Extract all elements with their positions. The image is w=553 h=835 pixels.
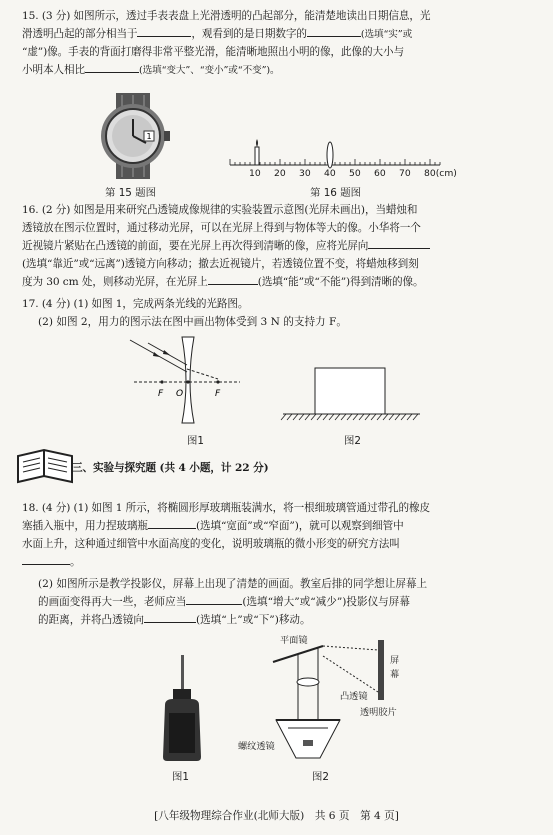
q15-line4: 小明本人相比 (选填“变大”、“变小”或“不变”)。 xyxy=(22,64,280,76)
label-fresnel-lens: 螺纹透镜 xyxy=(238,741,275,752)
book-icon xyxy=(14,448,76,486)
ruler-tick-label: 20 xyxy=(274,168,286,179)
page-footer: [八年级物理综合作业(北师大版) 共 6 页 第 4 页] xyxy=(154,810,399,822)
q16-line2: 透镜放在图示位置时，通过移动光屏，可以在光屏上得到与物体等大的像。小华将一个 xyxy=(22,222,421,234)
label-screen-1: 屏 xyxy=(390,655,400,666)
projector-figure xyxy=(268,640,398,765)
q18-sub-line3: 的距离，并将凸透镜向 (选填“上”或“下”)移动。 xyxy=(38,614,311,626)
q18-line2: 塞插入瓶中，用力捏玻璃瓶 (选填“宽面”或“窄面”)，就可以观察到细管中 xyxy=(22,520,404,532)
bottle-figure xyxy=(155,655,215,765)
label-plane-mirror: 平面镜 xyxy=(280,635,308,646)
q17-line2: (2) 如图 2，用力的图示法在图中画出物体受到 3 N 的支持力 F。 xyxy=(38,316,347,328)
q18-fig1-caption: 图1 xyxy=(172,771,190,783)
ruler-tick-label: 50 xyxy=(349,168,361,179)
ruler-tick-label: 70 xyxy=(399,168,411,179)
q16-line5: 度为 30 cm 处，则移动光屏，在光屏上 (选填“能”或“不能”)得到清晰的像。 xyxy=(22,276,424,288)
ruler-tick-label: 60 xyxy=(374,168,386,179)
answer-blank[interactable] xyxy=(148,518,196,529)
label-film: 透明胶片 xyxy=(360,707,397,718)
q16-line4: (选填“靠近”或“远离”)透镜方向移动；撤去近视镜片，若透镜位置不变，将蜡烛移到刻 xyxy=(22,258,419,270)
q18-sub-line2: 的画面变得再大一些，老师应当 (选填“增大”或“减少”)投影仪与屏幕 xyxy=(38,596,410,608)
q17-line1: 17. (4 分) (1) 如图 1，完成两条光线的光路图。 xyxy=(22,298,249,310)
q16-line1: 16. (2 分) 如图是用来研究凸透镜成像规律的实验装置示意图(光屏未画出)，当蜡烛和 xyxy=(22,204,418,216)
date-digit: 1 xyxy=(146,132,152,141)
answer-blank[interactable] xyxy=(137,26,191,37)
q18-sub-line1: (2) 如图所示是教学投影仪，屏幕上出现了清楚的画面。教室后排的同学想让屏幕上 xyxy=(38,578,428,590)
q18-line4: 。 xyxy=(22,554,532,572)
answer-blank[interactable] xyxy=(144,612,196,623)
q18-fig2-caption: 图2 xyxy=(312,771,330,783)
q15-line3: “虚”)像。手表的背面打磨得非常平整光滑，能清晰地照出小明的像，此像的大小与 xyxy=(22,46,404,58)
q18-line3: 水面上升，这种通过细管中水面高度的变化，说明玻璃瓶的微小形变的研究方法叫 xyxy=(22,538,400,550)
watch-figure xyxy=(88,93,178,179)
q17-fig1-caption: 图1 xyxy=(187,435,205,447)
ruler-tick-label: 40 xyxy=(324,168,336,179)
section-title: 三、实验与探究题 (共 4 小题，计 22 分) xyxy=(72,462,269,474)
svg-text:F: F xyxy=(158,389,164,399)
q17-figures xyxy=(120,335,460,425)
label-screen-2: 幕 xyxy=(390,669,400,680)
ruler-tick-label: 80(cm) xyxy=(424,168,457,179)
label-convex-lens: 凸透镜 xyxy=(340,691,368,702)
q18-line1: 18. (4 分) (1) 如图 1 所示，将椭圆形厚玻璃瓶装满水，将一根细玻璃管通过带孔的橡皮 xyxy=(22,502,431,514)
svg-text:O: O xyxy=(176,389,184,399)
answer-blank[interactable] xyxy=(368,238,430,249)
answer-blank[interactable] xyxy=(307,26,361,37)
svg-text:F: F xyxy=(215,389,221,399)
q16-line3: 近视镜片紧贴在凸透镜的前面，要在光屏上再次得到清晰的像，应将光屏向 xyxy=(22,238,532,256)
ruler-tick-label: 10 xyxy=(249,168,261,179)
q15-line1: 15. (3 分) 如图所示，透过手表表盘上光滑透明的凸起部分，能清楚地读出日期信息，光 xyxy=(22,10,431,22)
answer-blank[interactable] xyxy=(22,554,70,565)
answer-blank[interactable] xyxy=(208,274,258,285)
ruler-tick-label: 30 xyxy=(299,168,311,179)
fig16-caption: 第 16 题图 xyxy=(310,187,361,199)
q15-line2: 滑透明凸起的部分相当于 ，观看到的是日期数字的 (选填“实”或 xyxy=(22,28,413,40)
fig15-caption: 第 15 题图 xyxy=(105,187,156,199)
q17-fig2-caption: 图2 xyxy=(344,435,362,447)
answer-blank[interactable] xyxy=(186,594,242,605)
answer-blank[interactable] xyxy=(85,62,139,73)
